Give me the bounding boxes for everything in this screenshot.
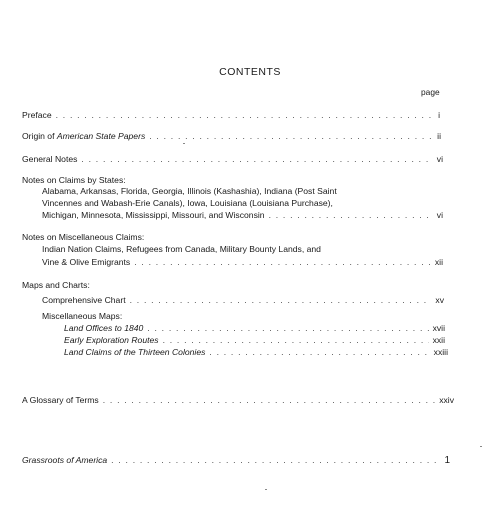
leader-dots [147,323,428,333]
toc-entry-exploration-routes[interactable] [64,335,445,345]
toc-entry-page: xv [435,295,444,305]
label-italic: American State Papers [56,131,146,141]
leader-dots [209,347,429,357]
leader-dots [111,455,440,465]
claims-by-states-line-2: Vincennes and Wabash-Erie Canals), Iowa, Louisiana (Louisiana Purchase), [42,198,333,208]
toc-entry-page: ii [437,131,441,141]
toc-entry-label: Land Offices to 1840 [64,323,144,333]
page-column-label: page [421,87,440,97]
claims-by-states-line-1: Alabama, Arkansas, Florida, Georgia, Illinois (Kashashia), Indiana (Post Saint [42,186,337,196]
toc-entry-page: 1 [444,455,450,466]
toc-entry-label: Land Claims of the Thirteen Colonies [64,347,206,357]
toc-entry-label: General Notes [22,154,78,164]
toc-entry-origin[interactable] [22,131,441,141]
toc-entry-page: xxiii [433,347,448,357]
toc-entry-page: vi [436,210,443,220]
toc-section-claims-by-states: Notes on Claims by States: [22,175,126,185]
toc-entry-label: Early Exploration Routes [64,335,159,345]
toc-entry-claims-by-states[interactable] [42,210,443,220]
scan-speck [480,446,482,447]
scan-speck [183,143,185,144]
scan-speck [265,489,267,490]
leader-dots [81,154,432,164]
toc-entry-label: Comprehensive Chart [42,295,126,305]
leader-dots [149,131,433,141]
leader-dots [163,335,429,345]
toc-entry-page: xii [434,257,443,267]
toc-entry-land-offices[interactable] [64,323,445,333]
toc-subsection-misc-maps: Miscellaneous Maps: [42,311,123,321]
leader-dots [130,295,432,305]
leader-dots [56,110,434,120]
toc-section-misc-claims: Notes on Miscellaneous Claims: [22,232,145,242]
toc-entry-glossary[interactable] [22,395,454,405]
toc-entry-comprehensive-chart[interactable] [42,295,444,305]
toc-entry-label: A Glossary of Terms [22,395,99,405]
toc-entry-label: Vine & Olive Emigrants [42,257,131,267]
toc-entry-misc-claims[interactable] [42,257,443,267]
label-prefix: Origin of [22,131,57,141]
toc-entry-label: Michigan, Minnesota, Mississippi, Missouri, and Wisconsin [42,210,265,220]
toc-entry-general-notes[interactable] [22,154,443,164]
toc-section-maps: Maps and Charts: [22,280,90,290]
toc-entry-grassroots[interactable] [22,455,450,466]
leader-dots [134,257,431,267]
leader-dots [103,395,435,405]
contents-heading: CONTENTS [219,66,281,78]
toc-entry-label [22,131,145,141]
misc-claims-line-1: Indian Nation Claims, Refugees from Canada, Military Bounty Lands, and [42,244,321,254]
toc-entry-page: xxiv [439,395,454,405]
toc-entry-label: Preface [22,110,52,120]
toc-entry-page: vi [436,154,443,164]
leader-dots [269,210,433,220]
toc-entry-page: xxii [432,335,445,345]
toc-entry-page: xvii [432,323,445,333]
toc-entry-label: Grassroots of America [22,455,108,465]
toc-entry-page: i [438,110,440,120]
toc-entry-preface[interactable] [22,110,440,120]
toc-entry-thirteen-colonies[interactable] [64,347,448,357]
